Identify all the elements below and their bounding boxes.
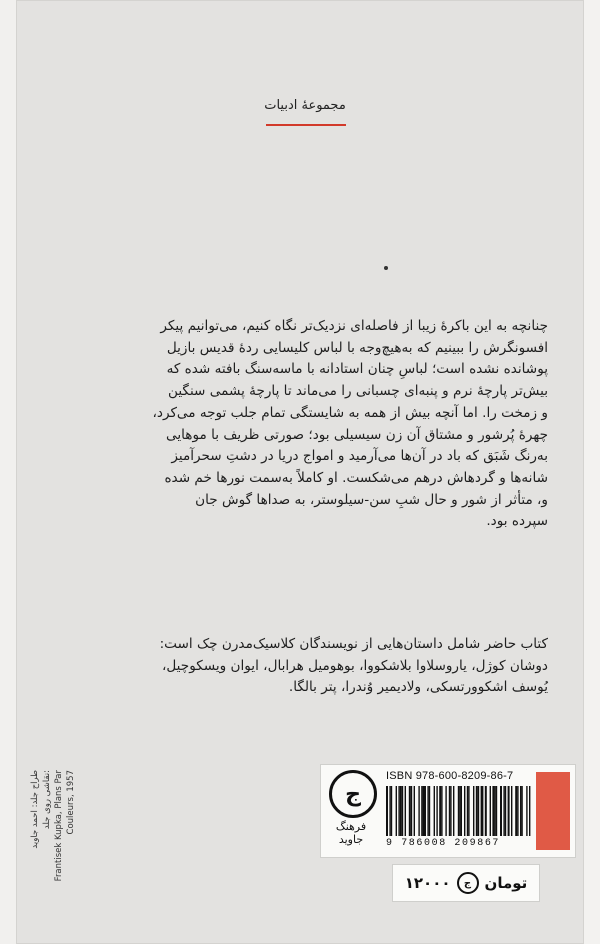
- barcode-bar: [411, 786, 412, 836]
- barcode-bar: [449, 786, 450, 836]
- barcode-bar: [500, 786, 502, 836]
- barcode-bar: [423, 786, 424, 836]
- ornament-dot: [384, 266, 388, 270]
- blurb-line: سپرده بود.: [486, 513, 548, 530]
- barcode-bar: [485, 786, 487, 836]
- barcode-digits: 9 786008 209867: [386, 838, 501, 849]
- barcode-bar: [453, 786, 454, 836]
- back-cover-blurb: [118, 316, 548, 533]
- publisher-logo: [322, 770, 380, 850]
- barcode-bar: [503, 786, 504, 836]
- barcode-bar: [391, 786, 392, 836]
- barcode-bar: [400, 786, 401, 836]
- barcode-bar: [418, 786, 419, 836]
- barcode-bar: [424, 786, 426, 836]
- barcode-bar: [459, 786, 460, 836]
- barcode-block: [382, 770, 572, 852]
- barcode-bar: [458, 786, 459, 836]
- barcode-bar: [481, 786, 482, 836]
- publisher-name: فرهنگ جاوید: [335, 820, 367, 846]
- book-contents-note: [118, 634, 548, 699]
- barcode-bar: [427, 786, 428, 836]
- blurb-line: شانه‌ها و گردهاش درهم می‌شکست. او کاملاً به‌سمت نورها خم شده: [164, 469, 548, 486]
- barcode-bar: [434, 786, 435, 836]
- barcode-bar: [445, 786, 446, 836]
- barcode-bar: [517, 786, 518, 836]
- barcode-bar: [473, 786, 474, 836]
- barcode-bar: [508, 786, 510, 836]
- cover-credits: [30, 770, 76, 910]
- contents-line: دوشان کوژل، یاروسلاوا بلاشکووا، بوهومیل هرابال، ایوان ویسکوچیل،: [162, 657, 548, 674]
- series-title: مجموعهٔ ادبیات: [264, 98, 346, 113]
- barcode-bar: [441, 786, 442, 836]
- barcode-bar: [467, 786, 468, 836]
- publisher-logo-icon: ج: [329, 770, 377, 818]
- barcode-bar: [515, 786, 517, 836]
- barcode-bar: [396, 786, 397, 836]
- credit-designer: طراح جلد: احمد جاوید: [30, 770, 40, 849]
- barcode-bar: [490, 786, 491, 836]
- barcode-bar: [389, 786, 390, 836]
- barcode-bar: [450, 786, 451, 836]
- barcode-bar: [529, 786, 530, 836]
- barcode-bar: [436, 786, 437, 836]
- barcode-bar: [439, 786, 441, 836]
- barcode-bar: [398, 786, 399, 836]
- barcode-bar: [505, 786, 506, 836]
- barcode-bar: [464, 786, 465, 836]
- blurb-line: چهرهٔ پُرشور و مشتاق آن زن سیسیلی بود؛ صورتی ظریف با موهایی: [166, 426, 548, 443]
- barcode-bar: [492, 786, 494, 836]
- isbn-text: ISBN 978-600-8209-86-7: [386, 770, 514, 782]
- series-title-underline: [266, 124, 346, 126]
- credit-painting-year: Couleurs, 1957: [66, 770, 76, 835]
- price-logo-icon: ج: [457, 872, 479, 894]
- blurb-line: بیش‌تر پارچهٔ نرم و پنبه‌ای چسبانی را می‌ماند تا پارچهٔ پشمی سنگین: [167, 383, 548, 400]
- contents-line: یُوسف اشکوورتسکی، ولادیمیر وُندرا، پتر بالگا.: [288, 679, 548, 696]
- barcode-bar: [521, 786, 522, 836]
- blurb-line: افسونگرش را ببینیم که به‌هیچ‌وجه با لباس کلیسایی ردهٔ قدیس بازیل: [166, 339, 548, 356]
- barcode-bar: [496, 786, 497, 836]
- price-sticker: [392, 864, 540, 902]
- red-color-block: [536, 772, 570, 850]
- contents-line: کتاب حاضر شامل داستان‌هایی از نویسندگان کلاسیک‌مدرن چک است:: [159, 636, 548, 652]
- barcode-bar: [429, 786, 430, 836]
- barcode-bar: [494, 786, 495, 836]
- credit-painting-label: نقاشی روی جلد:: [42, 770, 52, 830]
- blurb-line: پوشانده نشده است؛ لباسِ چنان استادانه با ماسه‌سنگ بافته شده که: [166, 361, 548, 378]
- blurb-line: و زمخت را. اما آنچه بیش از همه به شایستگی تمام جلب توجه می‌کرد،: [152, 404, 548, 421]
- blurb-line: چنانچه به این باکرهٔ زیبا از فاصله‌ای نزدیک‌تر نگاه کنیم، می‌توانیم پیکر: [160, 318, 548, 334]
- scan-border-right: [582, 0, 600, 944]
- barcode-bar: [386, 786, 388, 836]
- barcode-bar: [511, 786, 512, 836]
- barcode-bar: [409, 786, 411, 836]
- barcode-bar: [405, 786, 406, 836]
- barcode-bar: [421, 786, 422, 836]
- barcode-bar: [461, 786, 462, 836]
- barcode-bar: [520, 786, 521, 836]
- price-amount: ۱۲۰۰۰: [404, 874, 451, 892]
- credit-painting-title: Frantisek Kupka, Plans Par: [54, 770, 64, 882]
- blurb-line: به‌رنگ شَبَق که باد در آن‌ها می‌آرمید و امواج دریا در دشتِ سحرآمیز: [171, 448, 548, 465]
- barcode-bar: [476, 786, 477, 836]
- barcode-bar: [526, 786, 527, 836]
- price-currency: تومان: [484, 874, 528, 892]
- barcode-bar: [401, 786, 403, 836]
- blurb-line: و، متأثر از شور و حال شبِ سن-سیلوستر، به صداها گوش جان: [195, 491, 548, 508]
- barcode-bar: [414, 786, 415, 836]
- barcode-bar: [482, 786, 483, 836]
- barcode-bar: [468, 786, 469, 836]
- barcode-bar: [477, 786, 479, 836]
- barcode-icon: [386, 786, 532, 838]
